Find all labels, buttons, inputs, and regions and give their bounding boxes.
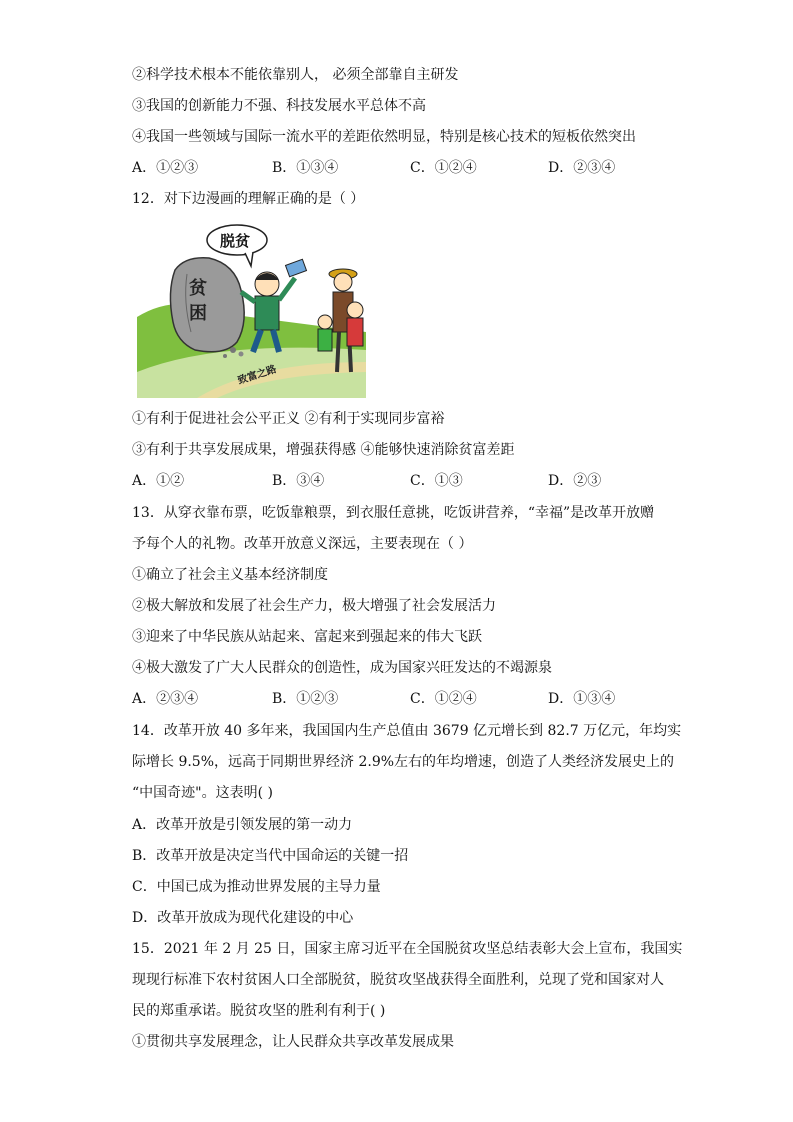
q11-item-3: ③我国的创新能力不强、科技发展水平总体不高 bbox=[132, 98, 426, 114]
q12-option-d: D．②③ bbox=[548, 473, 602, 489]
q12-option-c: C．①③ bbox=[410, 473, 463, 489]
q15-stem-line-3: 民的郑重承诺。脱贫攻坚的胜利有利于( ) bbox=[132, 1003, 386, 1019]
q14-option-a: A．改革开放是引领发展的第一动力 bbox=[132, 817, 353, 833]
q15-stem-line-1: 15．2021 年 2 月 25 日，国家主席习近平在全国脱贫攻坚总结表彰大会上宣布，我国实 bbox=[132, 941, 683, 957]
q11-item-2: ②科学技术根本不能依靠别人， 必须全部靠自主研发 bbox=[132, 67, 459, 83]
rock-character-bottom: 困 bbox=[189, 303, 207, 324]
rock-character-top: 贫 bbox=[189, 278, 207, 299]
q15-item-1: ①贯彻共享发展理念，让人民群众共享改革发展成果 bbox=[132, 1034, 454, 1050]
q14-stem-line-1: 14．改革开放 40 多年来，我国国内生产总值由 3679 亿元增长到 82.7 万亿元，年均实 bbox=[132, 723, 682, 739]
q13-stem-line-2: 予每个人的礼物。改革开放意义深远，主要表现在（ ） bbox=[132, 536, 473, 552]
q11-option-d: D．②③④ bbox=[548, 160, 616, 176]
q14-option-c: C．中国已成为推动世界发展的主导力量 bbox=[132, 879, 381, 895]
q13-item-1: ①确立了社会主义基本经济制度 bbox=[132, 567, 328, 583]
q13-option-d: D．①③④ bbox=[548, 691, 616, 707]
q15-stem-line-2: 现现行标准下农村贫困人口全部脱贫，脱贫攻坚战获得全面胜利，兑现了党和国家对人 bbox=[132, 972, 664, 988]
road-label: 致富之路 bbox=[236, 364, 278, 387]
q12-options bbox=[132, 471, 692, 491]
q12-option-b: B．③④ bbox=[272, 473, 325, 489]
q14-stem-line-2: 际增长 9.5%，远高于同期世界经济 2.9%左右的年均增速，创造了人类经济发展史上的 bbox=[132, 754, 675, 770]
q13-option-b: B．①②③ bbox=[272, 691, 339, 707]
q13-options bbox=[132, 689, 692, 709]
q13-option-c: C．①②④ bbox=[410, 691, 477, 707]
bubble-text: 脱贫 bbox=[220, 232, 251, 250]
q13-item-4: ④极大激发了广大人民群众的创造性，成为国家兴旺发达的不竭源泉 bbox=[132, 660, 552, 676]
q12-stem: 12．对下边漫画的理解正确的是（ ） bbox=[132, 191, 365, 207]
q13-option-a: A．②③④ bbox=[132, 691, 199, 707]
q11-item-4: ④我国一些领域与国际一流水平的差距依然明显，特别是核心技术的短板依然突出 bbox=[132, 129, 636, 145]
q13-stem-line-1: 13．从穿衣靠布票，吃饭靠粮票，到衣服任意挑，吃饭讲营养，“幸福”是改革开放赠 bbox=[132, 505, 655, 521]
q11-option-c: C．①②④ bbox=[410, 160, 477, 176]
q14-option-b: B．改革开放是决定当代中国命运的关键一招 bbox=[132, 848, 409, 864]
q11-options bbox=[132, 158, 692, 178]
q12-option-a: A．①② bbox=[132, 473, 185, 489]
q12-statements-line-2: ③有利于共享发展成果，增强获得感 ④能够快速消除贫富差距 bbox=[132, 442, 515, 458]
q13-item-3: ③迎来了中华民族从站起来、富起来到强起来的伟大飞跃 bbox=[132, 629, 482, 645]
q14-stem-line-3: “中国奇迹"。这表明( ) bbox=[132, 785, 273, 801]
q13-item-2: ②极大解放和发展了社会生产力，极大增强了社会发展活力 bbox=[132, 598, 496, 614]
q12-statements-line-1: ①有利于促进社会公平正义 ②有利于实现同步富裕 bbox=[132, 411, 445, 427]
q11-option-a: A．①②③ bbox=[132, 160, 199, 176]
poverty-cartoon bbox=[137, 222, 366, 398]
q14-option-d: D．改革开放成为现代化建设的中心 bbox=[132, 910, 354, 926]
q11-option-b: B．①③④ bbox=[272, 160, 339, 176]
poverty-rock bbox=[170, 258, 244, 352]
